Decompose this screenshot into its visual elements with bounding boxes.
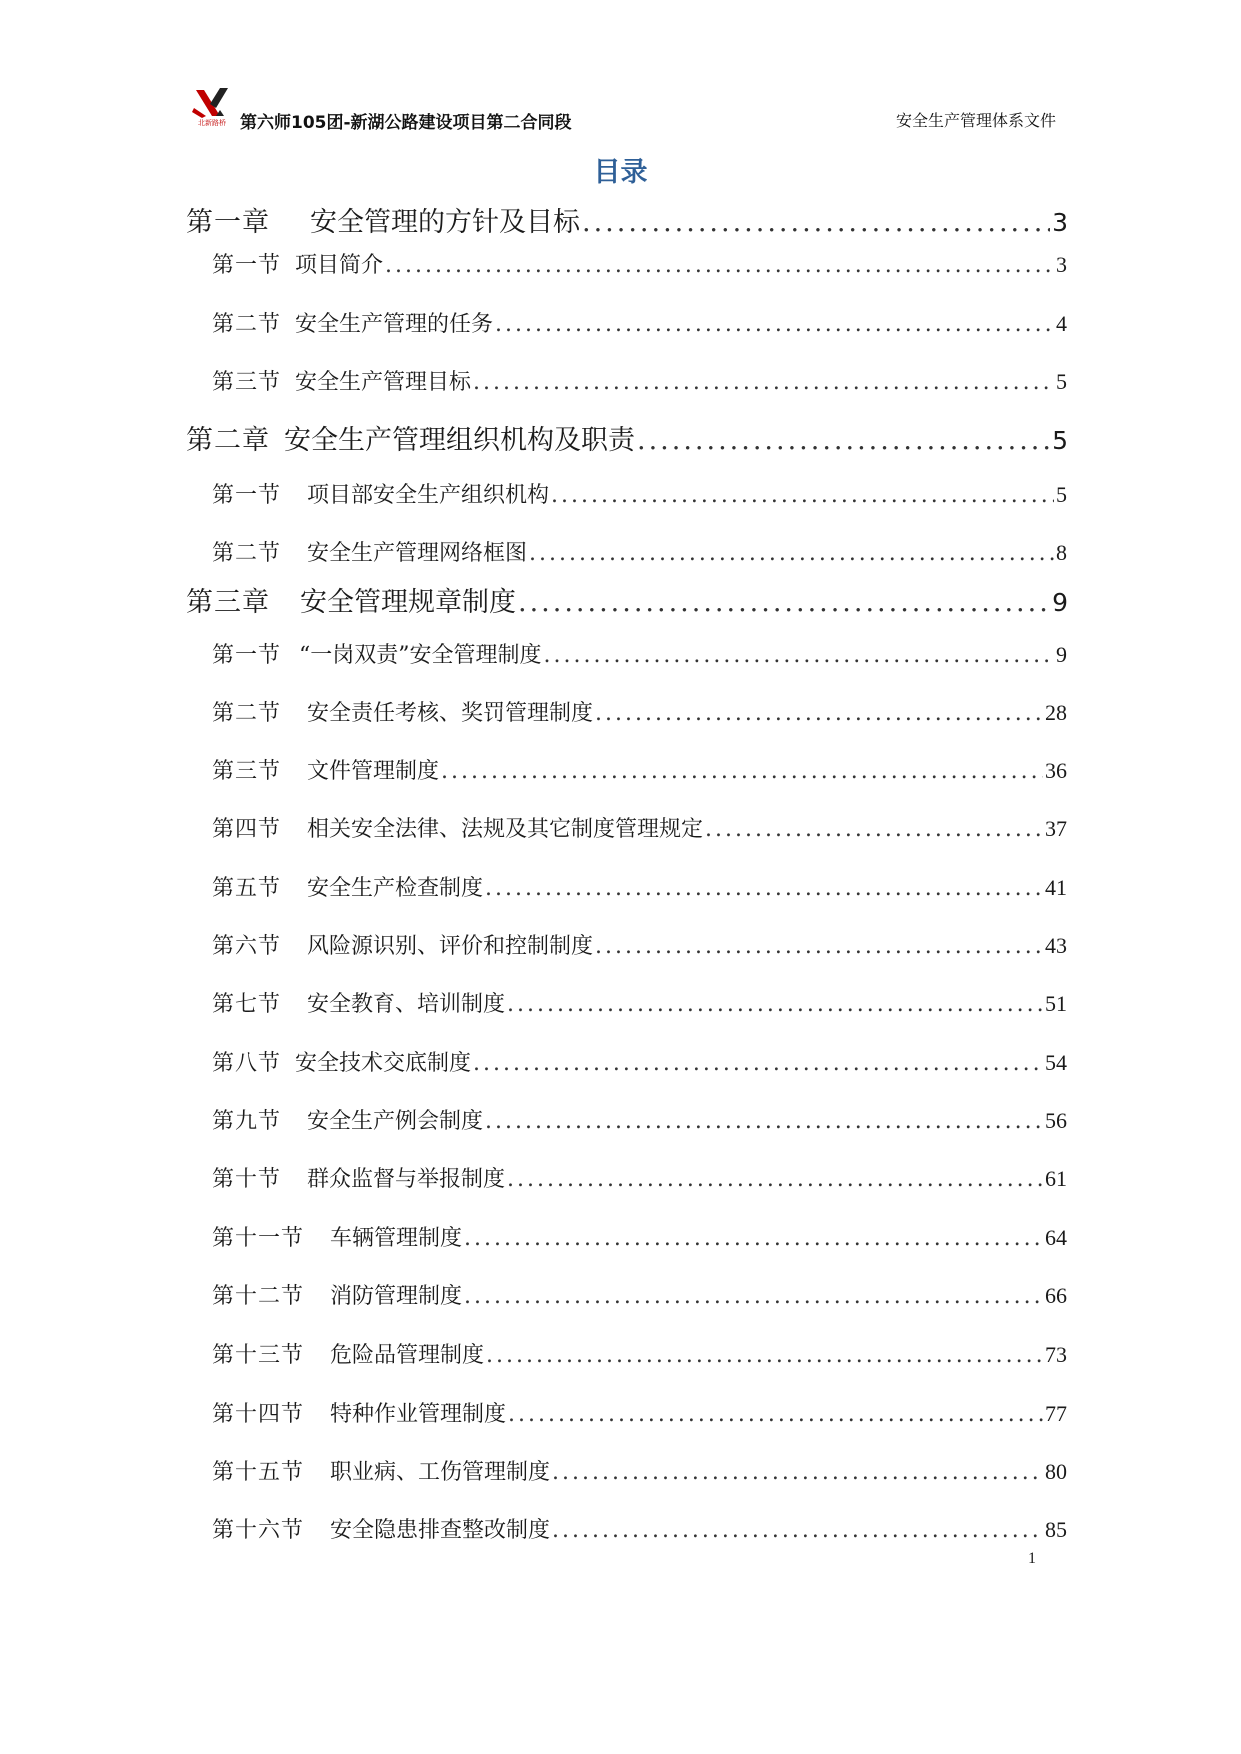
toc-entry-page: 8: [1056, 540, 1067, 565]
toc-entry-title: 安全生产检查制度: [307, 876, 484, 901]
toc-entry-number: 第十四节: [212, 1402, 305, 1427]
toc-dot-leader: [529, 541, 1054, 566]
toc-dot-leader: [485, 1109, 1043, 1134]
toc-entry-page: 80: [1045, 1459, 1067, 1484]
logo-text: 北新路桥: [198, 119, 226, 127]
toc-entry-title: 文件管理制度: [307, 759, 440, 784]
toc-entry-number: 第十一节: [212, 1226, 305, 1251]
toc-dot-leader: [473, 1051, 1043, 1076]
toc-dot-leader: [385, 253, 1054, 278]
toc-entry-number: 第八节: [212, 1051, 282, 1076]
toc-entry-page: 28: [1045, 700, 1067, 725]
toc-section-entry[interactable]: [212, 478, 1067, 509]
toc-section-entry[interactable]: [212, 929, 1067, 960]
toc-entry-page: 41: [1045, 875, 1067, 900]
toc-entry-number: 第三节: [212, 370, 282, 395]
toc-entry-title: 群众监督与举报制度: [307, 1167, 506, 1192]
toc-entry-title: 安全管理的方针及目标: [310, 207, 580, 238]
toc-entry-title: 安全生产管理目标: [295, 370, 472, 395]
toc-entry-page: 56: [1045, 1108, 1067, 1133]
toc-dot-leader: [552, 1518, 1043, 1543]
toc-section-entry[interactable]: [212, 1338, 1067, 1369]
toc-entry-page: 66: [1045, 1283, 1067, 1308]
toc-dot-leader: [464, 1226, 1043, 1251]
toc-section-entry[interactable]: [212, 1513, 1067, 1544]
toc-entry-title: 项目部安全生产组织机构: [307, 483, 550, 508]
toc-dot-leader: [507, 992, 1043, 1017]
toc-entry-number: 第五节: [212, 876, 282, 901]
toc-chapter-entry[interactable]: [186, 418, 1068, 457]
toc-entry-page: 5: [1056, 482, 1067, 507]
toc-entry-number: 第二章: [186, 425, 270, 456]
toc-entry-title: 安全生产例会制度: [307, 1109, 484, 1134]
toc-chapter-entry[interactable]: [186, 580, 1068, 619]
toc-dot-leader: [637, 425, 1050, 456]
toc-section-entry[interactable]: [212, 248, 1067, 279]
toc-dot-leader: [508, 1402, 1043, 1427]
toc-entry-page: 54: [1045, 1050, 1067, 1075]
toc-entry-number: 第十五节: [212, 1460, 305, 1485]
toc-entry-title: 安全生产管理的任务: [295, 312, 494, 337]
toc-section-entry[interactable]: [212, 638, 1067, 669]
toc-entry-title: 安全技术交底制度: [295, 1051, 472, 1076]
toc-section-entry[interactable]: [212, 1279, 1067, 1310]
toc-entry-number: 第十节: [212, 1167, 282, 1192]
toc-entry-title: 安全生产管理组织机构及职责: [284, 425, 635, 456]
toc-entry-title: 特种作业管理制度: [330, 1402, 507, 1427]
toc-entry-number: 第一节: [212, 483, 282, 508]
toc-section-entry[interactable]: [212, 871, 1067, 902]
toc-entry-title: “一岗双责”安全管理制度: [299, 643, 542, 668]
toc-entry-page: 5: [1056, 369, 1067, 394]
toc-section-entry[interactable]: [212, 1104, 1067, 1135]
toc-dot-leader: [485, 876, 1043, 901]
toc-entry-number: 第二节: [212, 312, 282, 337]
toc-dot-leader: [595, 934, 1043, 959]
toc-entry-title: 安全生产管理网络框图: [307, 541, 528, 566]
toc-section-entry[interactable]: [212, 307, 1067, 338]
toc-entry-number: 第九节: [212, 1109, 282, 1134]
toc-entry-number: 第一节: [212, 643, 282, 668]
toc-entry-page: 3: [1056, 252, 1067, 277]
toc-section-entry[interactable]: [212, 1221, 1067, 1252]
toc-entry-page: 64: [1045, 1225, 1067, 1250]
header-document-type: 安全生产管理体系文件: [895, 111, 1056, 130]
toc-entry-title: 安全管理规章制度: [300, 587, 516, 618]
toc-dot-leader: [552, 1460, 1043, 1485]
toc-section-entry[interactable]: [212, 696, 1067, 727]
toc-entry-title: 车辆管理制度: [330, 1226, 463, 1251]
toc-entry-title: 安全责任考核、奖罚管理制度: [307, 701, 594, 726]
toc-section-entry[interactable]: [212, 1046, 1067, 1077]
toc-entry-title: 风险源识别、评价和控制制度: [307, 934, 594, 959]
toc-section-entry[interactable]: [212, 365, 1067, 396]
toc-chapter-entry[interactable]: [186, 200, 1068, 239]
header-project-title: 第六师105团-新湖公路建设项目第二合同段: [240, 113, 572, 133]
toc-entry-page: 73: [1045, 1342, 1067, 1367]
toc-section-entry[interactable]: [212, 536, 1067, 567]
toc-entry-number: 第二节: [212, 701, 282, 726]
toc-entry-page: 77: [1045, 1401, 1067, 1426]
toc-heading: 目录: [593, 157, 648, 188]
toc-dot-leader: [473, 370, 1054, 395]
toc-entry-page: 36: [1045, 758, 1067, 783]
toc-section-entry[interactable]: [212, 987, 1067, 1018]
toc-entry-page: 61: [1045, 1166, 1067, 1191]
toc-entry-page: 37: [1045, 816, 1067, 841]
toc-section-entry[interactable]: [212, 754, 1067, 785]
toc-dot-leader: [507, 1167, 1043, 1192]
toc-dot-leader: [441, 759, 1043, 784]
toc-section-entry[interactable]: [212, 1162, 1067, 1193]
toc-entry-page: 9: [1056, 642, 1067, 667]
toc-entry-page: 43: [1045, 933, 1067, 958]
toc-entry-number: 第三章: [186, 587, 270, 618]
toc-entry-number: 第七节: [212, 992, 282, 1017]
toc-entry-page: 85: [1045, 1517, 1067, 1542]
toc-entry-number: 第十三节: [212, 1343, 305, 1368]
toc-dot-leader: [495, 312, 1054, 337]
toc-entry-number: 第一章: [186, 207, 270, 238]
toc-entry-number: 第十六节: [212, 1518, 305, 1543]
toc-dot-leader: [582, 207, 1050, 238]
toc-dot-leader: [464, 1284, 1043, 1309]
toc-entry-title: 项目简介: [295, 253, 384, 278]
toc-entry-page: 9: [1052, 588, 1068, 617]
toc-entry-title: 消防管理制度: [330, 1284, 463, 1309]
toc-entry-page: 51: [1045, 991, 1067, 1016]
toc-dot-leader: [595, 701, 1043, 726]
toc-entry-page: 5: [1052, 426, 1068, 455]
toc-section-entry[interactable]: [212, 812, 1067, 843]
toc-entry-title: 危险品管理制度: [330, 1343, 485, 1368]
page-number: 1: [1028, 1550, 1036, 1567]
toc-dot-leader: [518, 587, 1050, 618]
toc-section-entry[interactable]: [212, 1397, 1067, 1428]
toc-entry-title: 相关安全法律、法规及其它制度管理规定: [307, 817, 704, 842]
toc-entry-title: 安全隐患排查整改制度: [330, 1518, 551, 1543]
toc-entry-number: 第六节: [212, 934, 282, 959]
toc-dot-leader: [705, 817, 1043, 842]
toc-entry-page: 3: [1052, 208, 1068, 237]
toc-entry-page: 4: [1056, 311, 1067, 336]
toc-entry-number: 第十二节: [212, 1284, 305, 1309]
toc-entry-number: 第三节: [212, 759, 282, 784]
toc-section-entry[interactable]: [212, 1455, 1067, 1486]
toc-dot-leader: [486, 1343, 1043, 1368]
toc-dot-leader: [551, 483, 1054, 508]
toc-entry-number: 第二节: [212, 541, 282, 566]
toc-entry-title: 安全教育、培训制度: [307, 992, 506, 1017]
toc-entry-title: 职业病、工伤管理制度: [330, 1460, 551, 1485]
toc-dot-leader: [544, 643, 1054, 668]
toc-entry-number: 第四节: [212, 817, 282, 842]
toc-entry-number: 第一节: [212, 253, 282, 278]
